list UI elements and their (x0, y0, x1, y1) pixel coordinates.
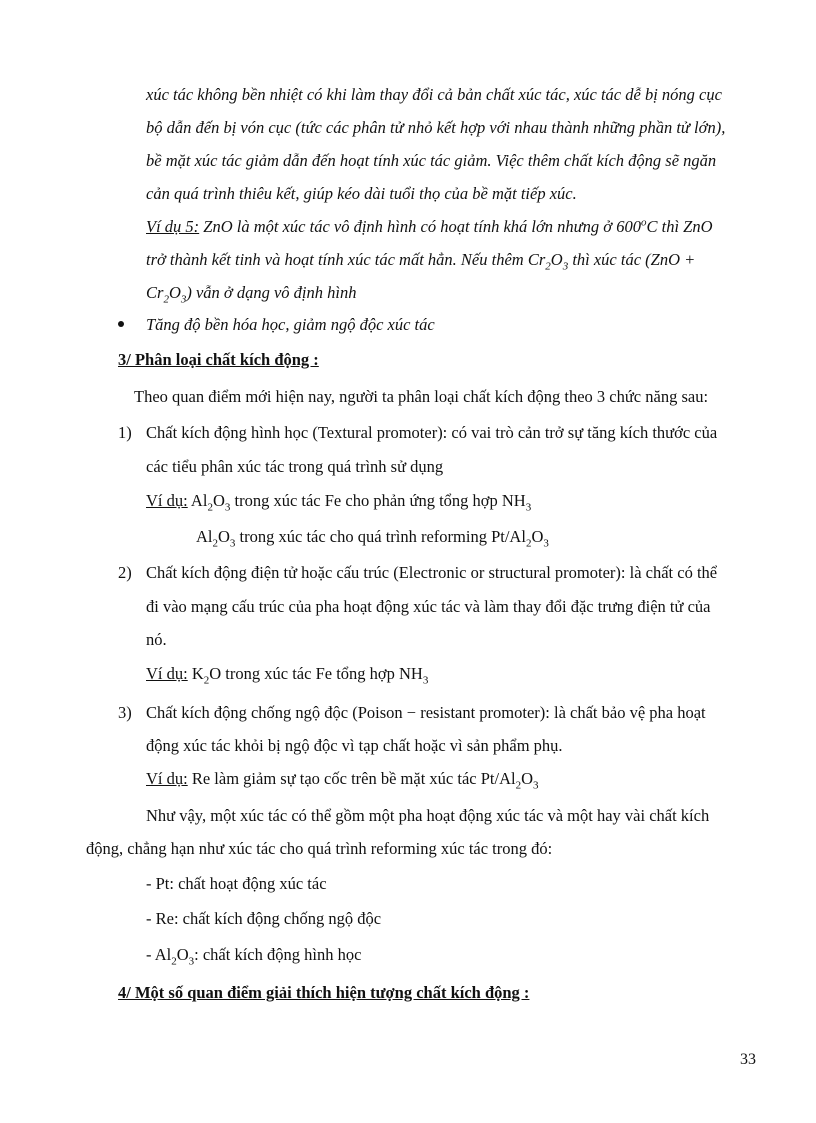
item3-number: 3) (118, 703, 132, 722)
para-line-1: xúc tác không bền nhiệt có khi làm thay đổi cả bản chất xúc tác, xúc tác dễ bị nóng cục (146, 85, 722, 104)
item2-example-label: Ví dụ: (146, 664, 188, 683)
item1-line-2: các tiểu phân xúc tác trong quá trình sử dụng (146, 457, 444, 476)
example5-line-2: trở thành kết tinh và hoạt tính xúc tác mất hẳn. Nếu thêm $Cr_2O_3$ thì xúc tác (ZnO + (146, 250, 696, 273)
item3-example-label: Ví dụ: (146, 769, 188, 788)
para-line-2: bộ dẫn đến bị vón cục (tức các phân tử nhỏ kết hợp với nhau thành những phần tử lớn), (146, 118, 726, 137)
item2-line-1: Chất kích động điện tử hoặc cấu trúc (Electronic or structural promoter): là chất có thể (146, 563, 718, 582)
summary-line-1: Như vậy, một xúc tác có thể gồm một pha hoạt động xúc tác và một hay vài chất kích (146, 806, 710, 825)
bullet-text: Tăng độ bền hóa học, giảm ngộ độc xúc tác (146, 315, 435, 334)
section-heading-4: 4/ Một số quan điểm giải thích hiện tượng chất kích động : (118, 983, 530, 1002)
para-line-3: bề mặt xúc tác giảm dẫn đến hoạt tính xúc tác giảm. Việc thêm chất kích động sẽ ngăn (146, 151, 717, 170)
item1-example-2: $Al_2O_3$ trong xúc tác cho quá trình reforming $Pt/Al_2O_3$ (196, 527, 549, 550)
summary-line-2: động, chẳng hạn như xúc tác cho quá trình reforming xúc tác trong đó: (86, 839, 553, 858)
item3-line-1: Chất kích động chống ngộ độc (Poison − resistant promoter): là chất bảo vệ pha hoạt (146, 703, 706, 722)
item2-example: Ví dụ: $K_2O$ trong xúc tác Fe tổng hợp $NH_3$ (146, 664, 429, 687)
item3-example: Ví dụ: Re làm giảm sự tạo cốc trên bề mặt xúc tác $Pt/Al_2O_3$ (146, 769, 539, 792)
example5-line-3: $Cr_2O_3$) vẫn ở dạng vô định hình (146, 283, 357, 306)
page-number: 33 (740, 1051, 756, 1068)
summary-item-re: - Re: chất kích động chống ngộ độc (146, 909, 382, 928)
item1-line-1: Chất kích động hình học (Textural promoter): có vai trò cản trở sự tăng kích thước của (146, 423, 718, 442)
para-line-4: cản quá trình thiêu kết, giúp kéo dài tuổi thọ của bề mặt tiếp xúc. (146, 184, 577, 203)
intro-text: Theo quan điểm mới hiện nay, người ta phân loại chất kích động theo 3 chức năng sau: (134, 387, 709, 406)
item1-example-label: Ví dụ: (146, 491, 188, 510)
item1-example-1: Ví dụ: $Al_2O_3$ trong xúc tác Fe cho phản ứng tổng hợp $NH_3$ (146, 491, 532, 514)
example5-label: Ví dụ 5: (146, 217, 200, 236)
item3-line-2: động xúc tác khỏi bị ngộ độc vì tạp chất hoặc vì sản phẩm phụ. (146, 736, 563, 755)
item2-line-3: nó. (146, 630, 167, 649)
summary-item-al2o3: - $Al_2O_3$: chất kích động hình học (146, 945, 362, 968)
section-heading-3: 3/ Phân loại chất kích động : (118, 350, 319, 369)
example5-line-1: Ví dụ 5: ZnO là một xúc tác vô định hình có hoạt tính khá lớn nhưng ở 600$^o$C thì ZnO (146, 216, 713, 236)
item2-line-2: đi vào mạng cấu trúc của pha hoạt động xúc tác và làm thay đổi đặc trưng điện tử của (146, 597, 711, 616)
item1-number: 1) (118, 423, 132, 442)
summary-item-pt: - Pt: chất hoạt động xúc tác (146, 874, 327, 893)
item2-number: 2) (118, 563, 132, 582)
bullet-dot-icon (118, 321, 124, 327)
